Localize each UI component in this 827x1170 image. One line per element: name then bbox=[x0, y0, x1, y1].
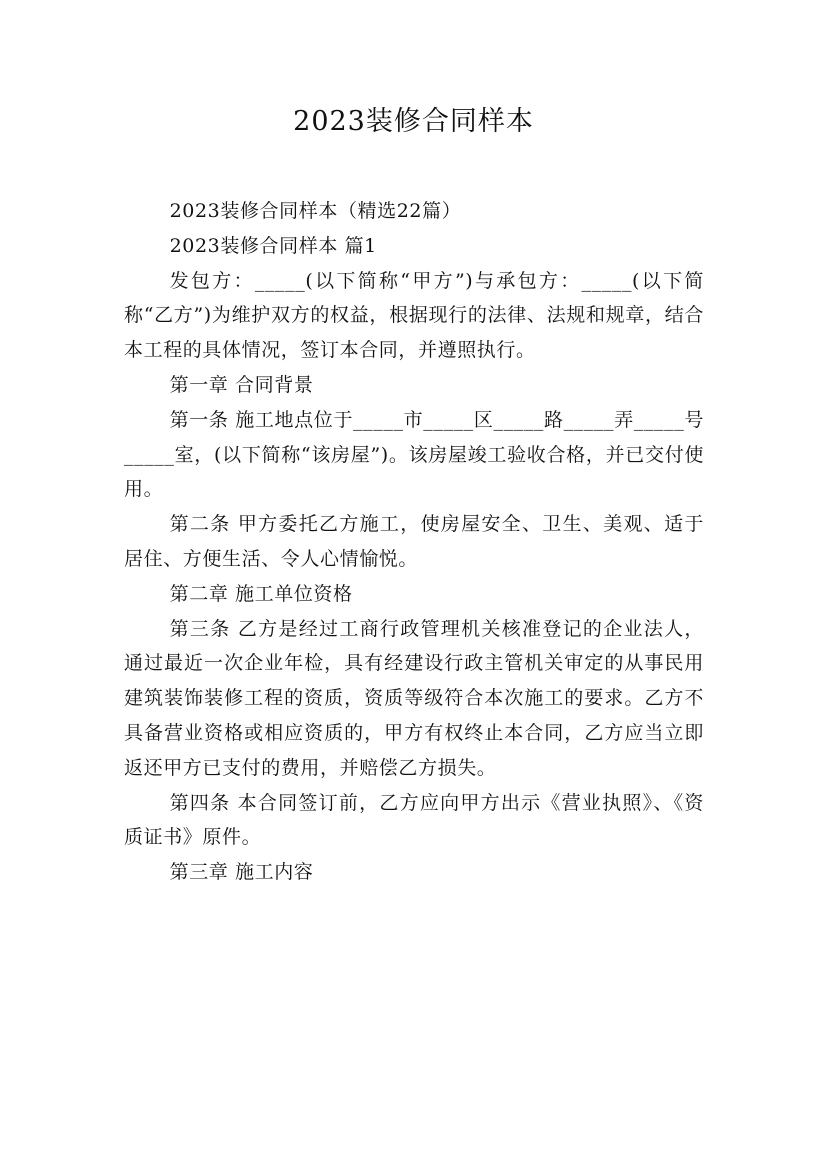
document-title: 2023装修合同样本 bbox=[293, 106, 534, 137]
paragraph-article-2: 第二条 甲方委托乙方施工，使房屋安全、卫生、美观、适于居住、方便生活、令人心情愉悦。 bbox=[124, 513, 704, 570]
paragraph-article-4: 第四条 本合同签订前，乙方应向甲方出示《营业执照》、《资质证书》原件。 bbox=[124, 791, 704, 849]
part-heading: 2023装修合同样本 篇1 bbox=[169, 234, 377, 257]
chapter-heading-3: 第三章 施工内容 bbox=[169, 861, 314, 884]
chapter-heading-1: 第一章 合同背景 bbox=[169, 373, 314, 396]
paragraph-intro: 发包方：_____(以下简称“甲方”)与承包方：_____(以下简称“乙方”)为维护双方的权益，根据现行的法律、法规和规章，结合本工程的具体情况，签订本合同，并遵照执行。 bbox=[124, 269, 704, 362]
chapter-heading-2: 第二章 施工单位资格 bbox=[169, 582, 353, 605]
paragraph-article-1: 第一条 施工地点位于_____市_____区_____路_____弄_____号_____室，(以下简称“该房屋”)。该房屋竣工验收合格，并已交付使用。 bbox=[124, 408, 704, 501]
document-subtitle: 2023装修合同样本（精选22篇） bbox=[169, 200, 462, 222]
paragraph-article-3: 第三条 乙方是经过工商行政管理机关核准登记的企业法人，通过最近一次企业年检，具有经建设行政主管机关审定的从事民用建筑装饰装修工程的资质，资质等级符合本次施工的要求。乙方不具备营业资格或相应资质的，甲方有权终止本合同，乙方应当立即返还甲方已支付的费用，并赔偿乙方损失。 bbox=[124, 617, 704, 779]
document-body bbox=[124, 194, 704, 890]
